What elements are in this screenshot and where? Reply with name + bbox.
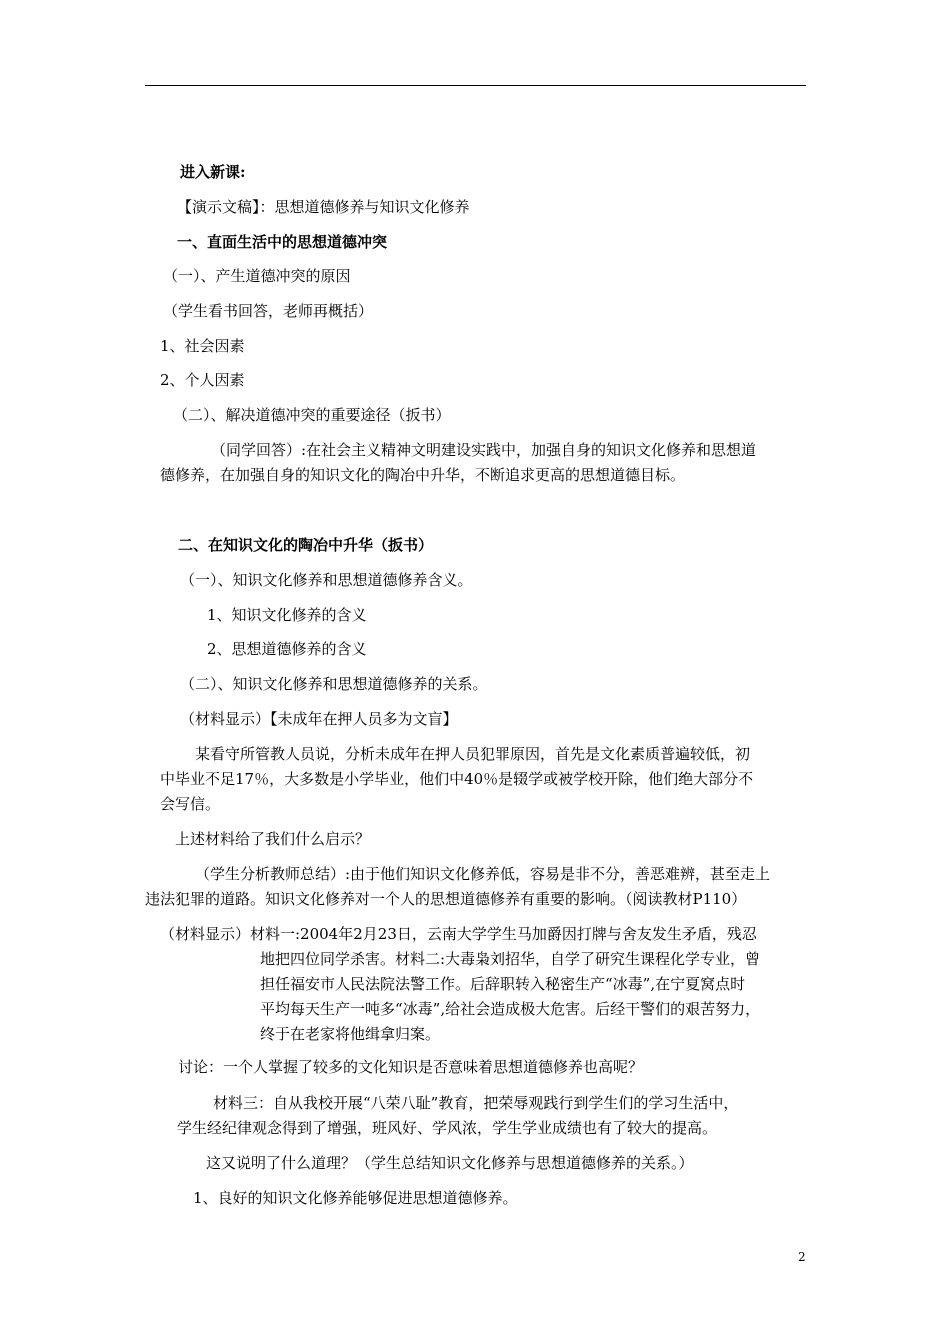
material2-line3: 担任福安市人民法院法警工作。后辞职转入秘密生产“冰毒”,在宁夏窝点时 [260,975,746,993]
s1-sub2: （二）、解决道德冲突的重要途径（扳书） [173,406,451,424]
material-p1-line2: 中毕业不足17％，大多数是小学毕业，他们中40％是辍学或被学校开除，他们绝大部分不 [160,770,754,788]
s2-sub1: （一）、知识文化修养和思想道德修养含义。 [180,571,473,589]
question1: 上述材料给了我们什么启示？ [175,830,371,848]
section2-title: 二、在知识文化的陶冶中升华（扳书） [178,536,434,554]
material-p1-line1: 某看守所管教人员说，分析未成年在押人员犯罪原因，首先是文化素质普遍较低，初 [195,745,751,763]
material-label: （材料显示）【未成年在押人员多为文盲】 [180,710,458,728]
slide-heading: 【演示文稿】：思想道德修养与知识文化修养 [177,198,470,216]
page-number: 2 [798,1250,806,1264]
material3-line2: 学生经纪律观念得到了增强，班风好、学风浓，学生学业成绩也有了较大的提高。 [177,1119,718,1137]
s1-sub1: （一）、产生道德冲突的原因 [163,267,351,285]
material-p1-line3: 会写信。 [160,795,221,813]
section1-title: 一、直面生活中的思想道德冲突 [177,233,388,251]
enter-new-lesson: 进入新课: [180,163,246,181]
conclusion1: 1、良好的知识文化修养能够促进思想道德修养。 [193,1189,518,1207]
material2-line1: （材料显示）材料一:2004年2月23日，云南大学学生马加爵因打牌与舍友发生矛盾，残忍 [160,925,757,943]
s1-answer-line2: 德修养，在加强自身的知识文化的陶冶中升华，不断追求更高的思想道德目标。 [160,466,686,484]
analysis-line1: （学生分析教师总结）:由于他们知识文化修养低，容易是非不分，善恶难辨，甚至走上 [195,865,771,883]
analysis-line2: 违法犯罪的道路。知识文化修养对一个人的思想道德修养有重要的影响。（阅读教材P110） [145,890,747,908]
material2-line4: 平均每天生产一吨多“冰毒”,给社会造成极大危害。后经干警们的艰苦努力， [260,1000,761,1018]
material2-line2: 地把四位同学杀害。材料二:大毒枭刘招华，自学了研究生课程化学专业，曾 [260,950,761,968]
question2: 这又说明了什么道理？（学生总结知识文化修养与思想道德修养的关系。） [206,1154,694,1172]
material3-line1: 材料三：自从我校开展“八荣八耻”教育，把荣辱观践行到学生们的学习生活中， [213,1094,739,1112]
s1-note: （学生看书回答，老师再概括） [163,302,374,320]
header-rule [145,85,806,86]
s1-answer-line1: （同学回答）:在社会主义精神文明建设实践中，加强自身的知识文化修养和思想道 [211,441,757,459]
s2-sub2: （二）、知识文化修养和思想道德修养的关系。 [180,675,488,693]
s1-item2: 2、个人因素 [160,371,245,389]
material2-line5: 终于在老家将他缉拿归案。 [260,1025,441,1043]
discussion: 讨论：一个人掌握了较多的文化知识是否意味着思想道德修养也高呢？ [178,1058,644,1076]
s2-item1: 1、知识文化修养的含义 [207,606,367,624]
s2-item2: 2、思想道德修养的含义 [207,640,367,658]
s1-item1: 1、社会因素 [160,337,245,355]
